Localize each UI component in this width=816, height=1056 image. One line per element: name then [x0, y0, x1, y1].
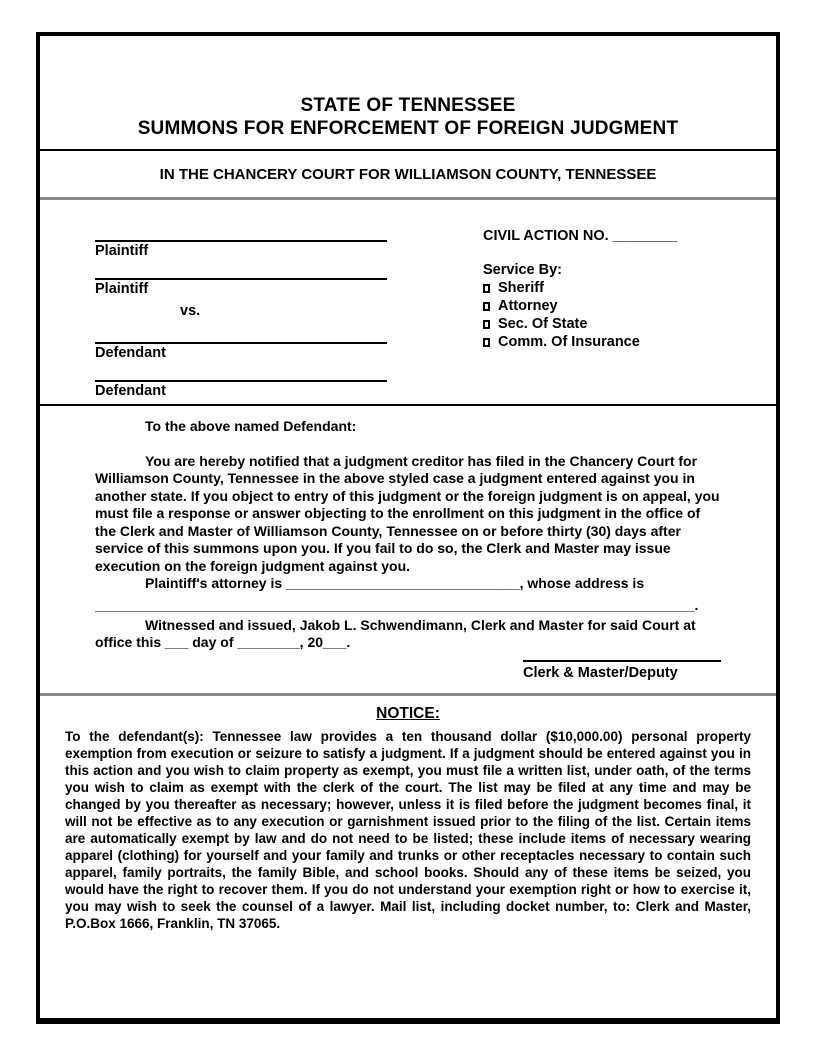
plaintiff-name-line-2 — [95, 260, 387, 280]
attorney-line: Plaintiff's attorney is ______________________________, whose address is — [145, 575, 645, 591]
summons-form-sheet — [36, 32, 780, 1024]
checkbox-icon — [483, 284, 490, 293]
defendant-label-2: Defendant — [95, 383, 166, 399]
versus-label: vs. — [180, 303, 201, 319]
salutation: To the above named Defendant: — [145, 418, 357, 434]
document-title — [40, 94, 776, 140]
court-heading: IN THE CHANCERY COURT FOR WILLIAMSON COUNTY, TENNESSEE — [159, 166, 657, 183]
civil-action-blank: ________ — [612, 228, 678, 244]
divider-notice — [40, 693, 776, 696]
service-option-label: Sheriff — [498, 280, 544, 296]
notice-heading: NOTICE: — [376, 704, 440, 722]
checkbox-icon — [483, 338, 490, 347]
attorney-address-blank-line: _____________________________________________________________________________. — [95, 596, 699, 613]
notice-section — [40, 704, 776, 932]
action-info-column — [483, 222, 763, 400]
defendant-name-line-2 — [95, 362, 387, 382]
clerk-signature-label: Clerk & Master/Deputy — [523, 664, 678, 681]
checkbox-icon — [483, 320, 490, 329]
civil-action-label: CIVIL ACTION NO. — [483, 228, 609, 244]
notice-paragraph: To the defendant(s): Tennessee law provides a ten thousand dollar ($10,000.00) personal property exemption from execution or seizure to satisfy a judgment. If a judgment should be entered against you in this action and you wish to claim property as exempt, you must file a written list, under oath, of the terms you wish to claim as exempt with the clerk of the court. The list may be filed at any time and may be changed by you thereafter as necessary; however, unless it is filed before the judgment becomes final, it will not be effective as to any execution or garnishment issued prior to the filing of the list. Certain items are automatically exempt by law and do not need to be listed; these include items of necessary wearing apparel (clothing) for yourself and your family and trunks or other receptacles necessary to contain such apparel, family portraits, the family Bible, and school books. Should any of these items be seized, you would have the right to recover them. If you do not understand your exemption right or how to exercise it, you may wish to seek the counsel of a lawyer. Mail list, including docket number, to: Clerk and Master, P.O.Box 1666, Franklin, TN 37065. — [65, 728, 751, 931]
service-option-sec-of-state — [483, 315, 763, 333]
divider-court — [40, 197, 776, 200]
parties-column — [95, 222, 387, 400]
service-option-label: Comm. Of Insurance — [498, 334, 640, 350]
notification-paragraph: You are hereby notified that a judgment creditor has filed in the Chancery Court for Williamson County, Tennessee in the above styled case a judgment entered against you in another state. If you object to entry of this judgment or the foreign judgment is on appeal, you must file a response or answer objecting to the enrollment on this judgment in the office of the Clerk and Master of Williamson County, Tennessee on or before thirty (30) days after service of this summons upon you. If you fail to do so, the Clerk and Master may issue execution on the foreign judgment against you. — [95, 452, 720, 574]
service-option-attorney — [483, 297, 763, 315]
service-option-label: Sec. Of State — [498, 316, 588, 332]
plaintiff-name-line-1 — [95, 222, 387, 242]
clerk-signature-block — [523, 660, 721, 682]
plaintiff-label-1: Plaintiff — [95, 243, 149, 259]
divider-caption — [40, 404, 776, 406]
title-line-2: SUMMONS FOR ENFORCEMENT OF FOREIGN JUDGMENT — [137, 118, 679, 139]
case-caption — [40, 222, 776, 400]
civil-action-number — [483, 227, 763, 245]
summons-body — [40, 418, 776, 682]
witness-paragraph: Witnessed and issued, Jakob L. Schwendimann, Clerk and Master for said Court at office this ___ day of ________, 20___. — [95, 616, 696, 650]
plaintiff-label-2: Plaintiff — [95, 281, 149, 297]
checkbox-icon — [483, 302, 490, 311]
defendant-name-line-1 — [95, 324, 387, 344]
service-by-label: Service By: — [483, 262, 562, 278]
service-option-label: Attorney — [498, 298, 558, 314]
title-line-1: STATE OF TENNESSEE — [300, 95, 516, 116]
service-option-sheriff — [483, 279, 763, 297]
defendant-label-1: Defendant — [95, 345, 166, 361]
divider-title — [40, 149, 776, 151]
service-option-comm-of-insurance — [483, 333, 763, 351]
